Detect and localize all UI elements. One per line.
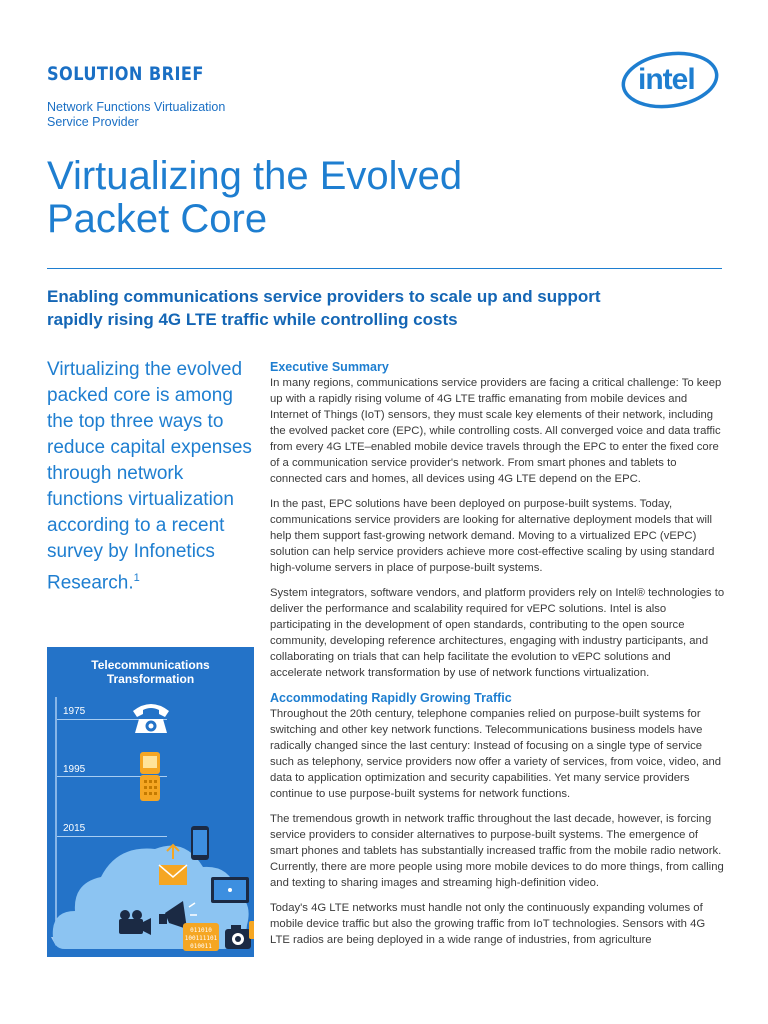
executive-summary-heading: Executive Summary <box>270 360 389 374</box>
body-column <box>270 359 725 948</box>
panel-title-line-1: Telecommunications <box>91 658 210 672</box>
executive-summary-paragraph-2: In the past, EPC solutions have been deployed on purpose-built systems. Today, communications service providers are looking for alternative deployment models that will help them support fast-growing network demand. Moving to a virtualized EPC (vEPC) solution can help service providers achieve more cost-effective scaling by using standard high-volume servers in place of purpose-built systems. <box>270 498 715 574</box>
category-line-2: Service Provider <box>47 115 139 129</box>
accommodating-traffic-paragraph-1: Throughout the 20th century, telephone companies relied on purpose-built systems for switching and other key network functions. Telecommunications business models have radically changed since the last century: Instead of focusing on a single type of service such as telephony, service providers now offer a variety of services, from voice, video, and data to application optimization and security capabilities. Yet many service providers continue to use purpose-built systems for network functions. <box>270 708 722 800</box>
padlock-icon <box>249 913 254 939</box>
category-line-1: Network Functions Virtualization <box>47 100 226 114</box>
accommodating-traffic-paragraph-3: Today's 4G LTE networks must handle not only the continuously expanding volumes of mobile device traffic but also the growing traffic from IoT technologies. Sensors with 4G LTE radios are being deployed in a wide range of industries, from agriculture <box>270 902 706 946</box>
pull-quote-text: Virtualizing the evolved packed core is among the top three ways to reduce capital expenses through network functions virtualization according to a recent survey by Infonetics Research. <box>47 359 252 594</box>
intel-logo-text: intel <box>638 63 695 96</box>
accommodating-traffic-heading: Accommodating Rapidly Growing Traffic <box>270 691 512 705</box>
tablet-icon <box>211 877 249 903</box>
flip-phone-icon <box>137 751 163 803</box>
solution-brief-label: SOLUTION BRIEF <box>47 63 204 85</box>
page-title <box>47 155 607 241</box>
binary-row-1: 011010 <box>190 927 212 934</box>
year-2015: 2015 <box>63 823 86 834</box>
accommodating-traffic-paragraph-2: The tremendous growth in network traffic throughout the last decade, however, is forcing service providers to consider alternatives to purpose-built systems. The emergence of smart phones and tablets has substantially increased traffic from the mobile radio network. Currently, there are more people using more mobile devices to do more things, from calling and texting to sharing images and streaming high-definition video. <box>270 813 724 889</box>
smartphone-icon <box>191 826 209 860</box>
title-line-2: Packet Core <box>47 197 268 241</box>
year-1995: 1995 <box>63 764 86 775</box>
intel-logo <box>620 48 724 110</box>
binary-row-2: 100111101 <box>184 935 218 942</box>
footnote-marker: 1 <box>133 572 140 584</box>
binary-data-icon <box>183 923 219 951</box>
executive-summary-paragraph-1: In many regions, communications service providers are facing a critical challenge: To keep up with a rapidly rising volume of 4G LTE traffic emanating from mobile devices and Internet of Things (IoT) sensors, they must scale key elements of their network, including the evolved packet core (EPC), while controlling costs. All converged voice and data traffic from every 4G LTE–enabled mobile device travels through the EPC to enter the fixed core of a communication service provider's network. From smart phones and tablets to connected cars and homes, all devices using 4G LTE depend on the EPC. <box>270 377 722 485</box>
binary-row-3: 010011 <box>190 943 212 950</box>
cloud-devices-graphic <box>47 817 254 957</box>
pull-quote <box>47 357 262 596</box>
year-1975: 1975 <box>63 706 86 717</box>
title-line-1: Virtualizing the Evolved <box>47 154 463 198</box>
rotary-phone-icon <box>129 699 173 737</box>
subtitle-deck <box>47 285 707 331</box>
deck-line-1: Enabling communications service providers to scale up and support <box>47 287 601 306</box>
title-divider <box>47 268 722 269</box>
deck-line-2: rapidly rising 4G LTE traffic while controlling costs <box>47 310 458 329</box>
executive-summary-paragraph-3: System integrators, software vendors, and platform providers rely on Intel® technologies to deliver the performance and scalability required for vEPC solutions. Intel is also participating in the development of open standards, contributing to the open source community, developing reference architectures, engaging with industry participants, and collaborating on trials that can help facilitate the evolution to vEPC solutions and accelerate network transformation by use of network functions virtualization. <box>270 587 725 679</box>
panel-title-line-2: Transformation <box>106 672 195 686</box>
telecom-transformation-panel <box>47 647 254 957</box>
